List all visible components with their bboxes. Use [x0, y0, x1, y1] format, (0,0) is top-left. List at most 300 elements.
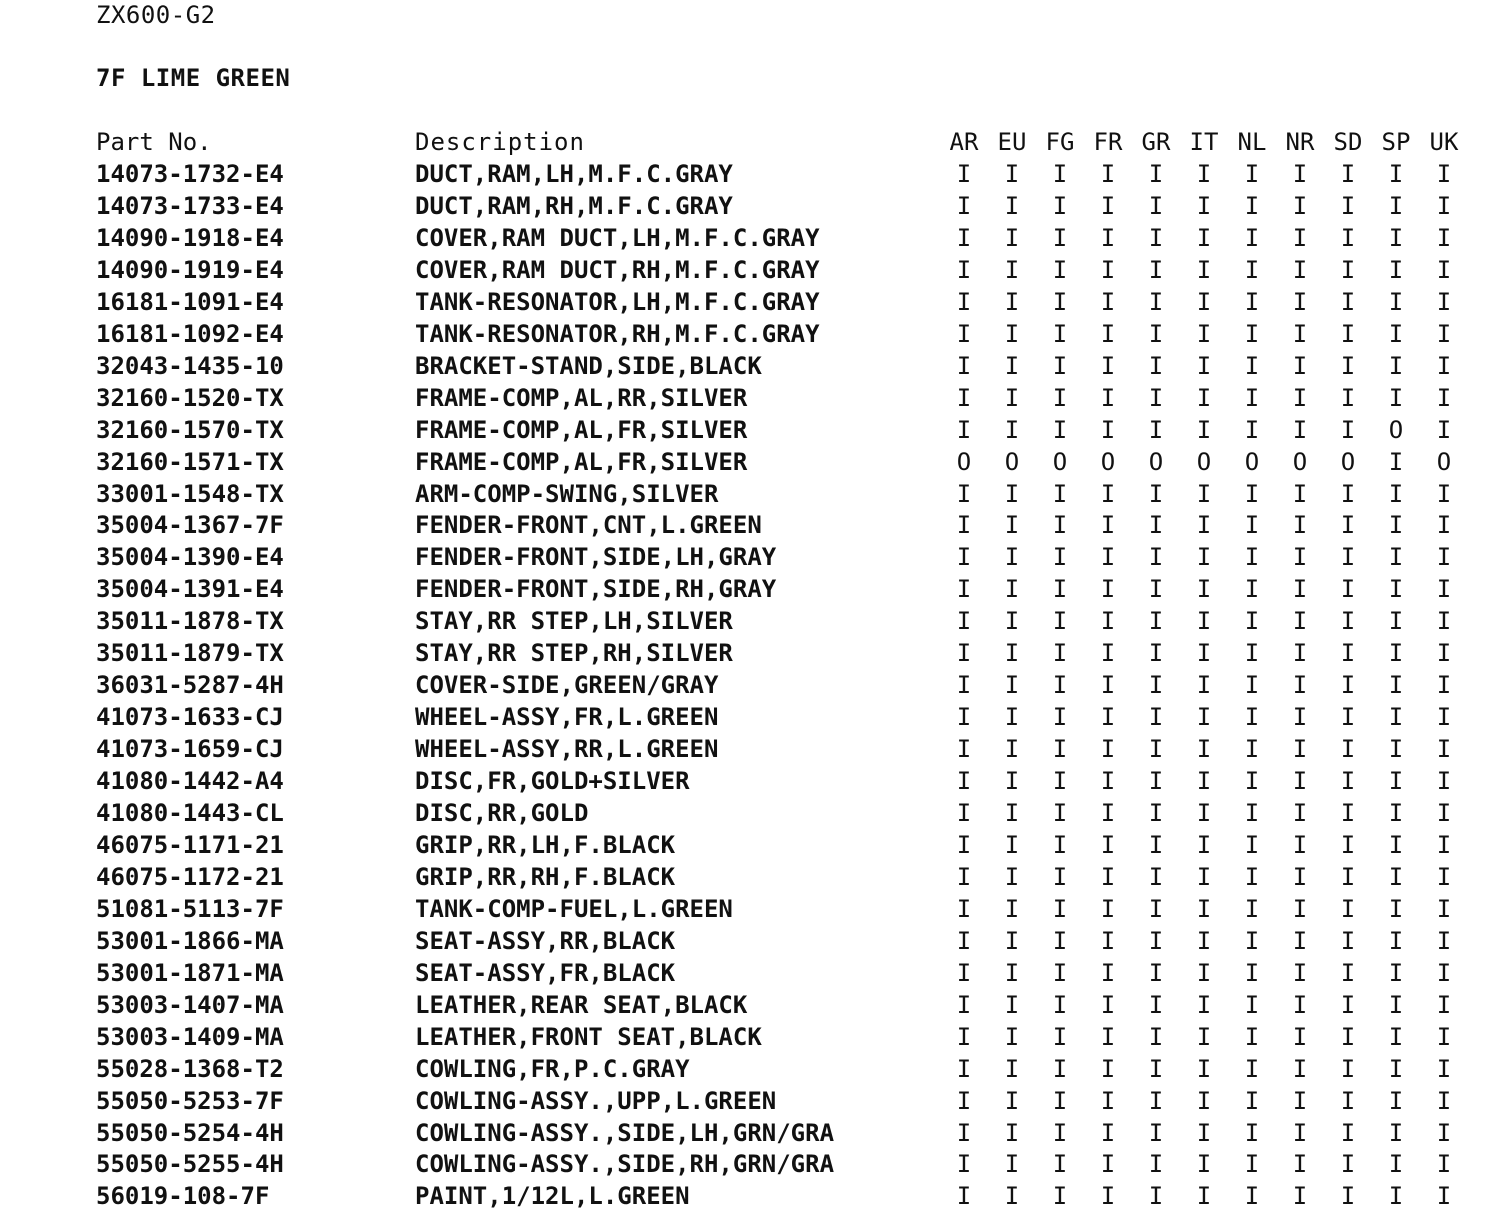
availability-flag: I — [1292, 894, 1308, 923]
availability-flag: I — [1388, 1182, 1404, 1211]
availability-flag: I — [1148, 383, 1164, 412]
availability-flag: I — [956, 255, 972, 284]
availability-flag: I — [1388, 223, 1404, 252]
table-row — [0, 542, 1500, 574]
part-description: DUCT,RAM,LH,M.F.C.GRAY — [415, 160, 733, 188]
part-description: TANK-RESONATOR,RH,M.F.C.GRAY — [415, 319, 820, 348]
availability-flag: I — [1436, 799, 1452, 827]
header-country-nl: NL — [1237, 128, 1267, 156]
availability-flag: I — [1388, 160, 1404, 188]
table-row — [0, 670, 1500, 702]
part-description: COVER,RAM DUCT,RH,M.F.C.GRAY — [415, 255, 820, 284]
availability-flag: I — [1340, 990, 1356, 1019]
table-row — [0, 159, 1500, 191]
availability-flag: I — [1244, 735, 1260, 764]
availability-flag: I — [1388, 351, 1404, 380]
table-row — [0, 734, 1500, 766]
availability-flag: I — [1004, 799, 1020, 827]
part-number: 53001-1866-MA — [96, 926, 284, 955]
availability-flag: I — [1052, 1054, 1068, 1083]
availability-flag: I — [1388, 926, 1404, 955]
availability-flag: I — [1340, 415, 1356, 444]
availability-flag: I — [1196, 1118, 1212, 1147]
header-country-ar: AR — [949, 128, 979, 156]
availability-flag: I — [1292, 639, 1308, 668]
part-number: 35004-1391-E4 — [96, 575, 284, 604]
availability-flag: I — [1436, 319, 1452, 348]
availability-flag: I — [1148, 1118, 1164, 1147]
color-name: 7F LIME GREEN — [96, 64, 291, 92]
availability-flag: I — [1196, 735, 1212, 764]
availability-flag: I — [1436, 767, 1452, 796]
availability-flag: I — [1292, 191, 1308, 220]
availability-flag: I — [1292, 415, 1308, 444]
table-row — [0, 255, 1500, 287]
header-country-sd: SD — [1333, 128, 1363, 156]
availability-flag: I — [1196, 767, 1212, 796]
availability-flag: I — [1244, 767, 1260, 796]
availability-flag: I — [1340, 1086, 1356, 1115]
availability-flag: I — [1292, 255, 1308, 284]
availability-flag: I — [1196, 671, 1212, 700]
part-number: 53003-1407-MA — [96, 990, 284, 1019]
availability-flag: I — [1100, 255, 1116, 284]
part-description: PAINT,1/12L,L.GREEN — [415, 1182, 690, 1211]
availability-flag: I — [1292, 671, 1308, 700]
availability-flag: I — [1388, 671, 1404, 700]
availability-flag: I — [1196, 1086, 1212, 1115]
availability-flag: I — [1004, 671, 1020, 700]
availability-flag: I — [1340, 223, 1356, 252]
availability-flag: I — [1292, 990, 1308, 1019]
availability-flag: I — [956, 926, 972, 955]
availability-flag: I — [1388, 511, 1404, 540]
availability-flag: I — [1196, 351, 1212, 380]
availability-flag: I — [956, 191, 972, 220]
availability-flag: I — [1148, 735, 1164, 764]
availability-flag: I — [1052, 958, 1068, 987]
part-number: 46075-1171-21 — [96, 830, 284, 859]
part-number: 33001-1548-TX — [96, 479, 284, 508]
availability-flag: I — [1292, 958, 1308, 987]
availability-flag: I — [956, 383, 972, 412]
availability-flag: I — [1148, 830, 1164, 859]
availability-flag: I — [1196, 223, 1212, 252]
part-description: COVER-SIDE,GREEN/GRAY — [415, 671, 719, 700]
part-description: DISC,FR,GOLD+SILVER — [415, 767, 690, 796]
part-number: 35004-1390-E4 — [96, 543, 284, 572]
availability-flag: I — [1148, 862, 1164, 891]
availability-flag: I — [1388, 703, 1404, 732]
part-description: TANK-COMP-FUEL,L.GREEN — [415, 894, 733, 923]
availability-flag: I — [1052, 607, 1068, 636]
availability-flag: I — [1100, 894, 1116, 923]
availability-flag: I — [1388, 447, 1404, 476]
availability-flag: I — [1388, 990, 1404, 1019]
availability-flag: I — [1292, 223, 1308, 252]
model-code: ZX600-G2 — [96, 1, 216, 29]
availability-flag: I — [1388, 862, 1404, 891]
availability-flag: I — [1052, 1150, 1068, 1179]
availability-flag: I — [1340, 1022, 1356, 1051]
part-description: GRIP,RR,LH,F.BLACK — [415, 830, 676, 859]
availability-flag: I — [1052, 575, 1068, 604]
table-row — [0, 319, 1500, 351]
availability-flag: I — [1148, 255, 1164, 284]
availability-flag: I — [1340, 191, 1356, 220]
availability-flag: I — [1196, 990, 1212, 1019]
availability-flag: I — [1004, 1022, 1020, 1051]
availability-flag: O — [956, 447, 972, 476]
part-description: DUCT,RAM,RH,M.F.C.GRAY — [415, 191, 733, 220]
availability-flag: I — [1052, 383, 1068, 412]
table-row — [0, 990, 1500, 1022]
availability-flag: I — [1052, 926, 1068, 955]
header-description: Description — [415, 128, 585, 156]
availability-flag: I — [1340, 958, 1356, 987]
availability-flag: I — [1100, 191, 1116, 220]
availability-flag: I — [1196, 287, 1212, 316]
part-number: 35011-1878-TX — [96, 607, 284, 636]
availability-flag: I — [1436, 351, 1452, 380]
availability-flag: I — [1436, 511, 1452, 540]
table-row — [0, 1118, 1500, 1150]
availability-flag: I — [1004, 1150, 1020, 1179]
availability-flag: I — [956, 958, 972, 987]
availability-flag: I — [1004, 926, 1020, 955]
part-number: 46075-1172-21 — [96, 862, 284, 891]
part-number: 36031-5287-4H — [96, 671, 284, 700]
availability-flag: I — [1148, 767, 1164, 796]
availability-flag: I — [1388, 767, 1404, 796]
availability-flag: I — [1052, 415, 1068, 444]
availability-flag: I — [1340, 1182, 1356, 1211]
availability-flag: I — [1100, 383, 1116, 412]
availability-flag: I — [1052, 671, 1068, 700]
part-number: 16181-1092-E4 — [96, 319, 284, 348]
availability-flag: I — [1244, 575, 1260, 604]
availability-flag: I — [1436, 1054, 1452, 1083]
availability-flag: I — [1196, 319, 1212, 348]
availability-flag: I — [1292, 767, 1308, 796]
availability-flag: I — [1100, 830, 1116, 859]
availability-flag: I — [1292, 1118, 1308, 1147]
availability-flag: I — [956, 1022, 972, 1051]
availability-flag: I — [1292, 1054, 1308, 1083]
availability-flag: I — [1340, 1150, 1356, 1179]
availability-flag: I — [1052, 894, 1068, 923]
table-row — [0, 862, 1500, 894]
availability-flag: I — [1148, 543, 1164, 572]
availability-flag: I — [956, 830, 972, 859]
availability-flag: I — [1292, 511, 1308, 540]
availability-flag: I — [956, 351, 972, 380]
part-number: 55050-5253-7F — [96, 1086, 284, 1115]
table-row — [0, 1181, 1500, 1213]
availability-flag: I — [1148, 1022, 1164, 1051]
availability-flag: I — [1004, 767, 1020, 796]
availability-flag: I — [1388, 1086, 1404, 1115]
header-part-no: Part No. — [96, 128, 212, 156]
availability-flag: I — [956, 575, 972, 604]
part-description: TANK-RESONATOR,LH,M.F.C.GRAY — [415, 287, 820, 316]
availability-flag: I — [1196, 1054, 1212, 1083]
availability-flag: I — [1052, 767, 1068, 796]
availability-flag: I — [1100, 1118, 1116, 1147]
availability-flag: O — [1148, 447, 1164, 476]
availability-flag: I — [1196, 415, 1212, 444]
part-number: 53003-1409-MA — [96, 1022, 284, 1051]
part-description: DISC,RR,GOLD — [415, 799, 589, 827]
availability-flag: I — [1292, 287, 1308, 316]
part-description: FRAME-COMP,AL,FR,SILVER — [415, 415, 748, 444]
availability-flag: I — [1100, 575, 1116, 604]
part-description: COVER,RAM DUCT,LH,M.F.C.GRAY — [415, 223, 820, 252]
availability-flag: I — [1004, 830, 1020, 859]
availability-flag: I — [1244, 671, 1260, 700]
availability-flag: I — [1004, 958, 1020, 987]
availability-flag: I — [1388, 543, 1404, 572]
availability-flag: I — [1148, 223, 1164, 252]
table-row — [0, 351, 1500, 383]
availability-flag: O — [1196, 447, 1212, 476]
part-number: 14090-1919-E4 — [96, 255, 284, 284]
availability-flag: I — [1196, 1182, 1212, 1211]
part-description: LEATHER,FRONT SEAT,BLACK — [415, 1022, 762, 1051]
availability-flag: I — [1100, 223, 1116, 252]
availability-flag: I — [1388, 575, 1404, 604]
availability-flag: I — [1004, 191, 1020, 220]
availability-flag: I — [1436, 575, 1452, 604]
availability-flag: I — [956, 607, 972, 636]
availability-flag: I — [1148, 958, 1164, 987]
availability-flag: I — [1148, 479, 1164, 508]
availability-flag: I — [1004, 703, 1020, 732]
availability-flag: I — [956, 1150, 972, 1179]
availability-flag: I — [1004, 479, 1020, 508]
availability-flag: I — [1244, 479, 1260, 508]
table-row — [0, 798, 1500, 830]
availability-flag: I — [1148, 894, 1164, 923]
availability-flag: I — [1004, 319, 1020, 348]
availability-flag: I — [1388, 383, 1404, 412]
availability-flag: I — [1244, 511, 1260, 540]
availability-flag: I — [1052, 639, 1068, 668]
availability-flag: I — [956, 990, 972, 1019]
part-description: COWLING-ASSY.,UPP,L.GREEN — [415, 1086, 777, 1115]
availability-flag: I — [1340, 511, 1356, 540]
availability-flag: I — [1340, 799, 1356, 827]
header-country-it: IT — [1189, 128, 1219, 156]
availability-flag: I — [1004, 415, 1020, 444]
availability-flag: I — [1292, 926, 1308, 955]
availability-flag: I — [1388, 894, 1404, 923]
availability-flag: I — [1292, 351, 1308, 380]
availability-flag: I — [1004, 639, 1020, 668]
availability-flag: I — [1340, 160, 1356, 188]
table-row — [0, 606, 1500, 638]
availability-flag: I — [1340, 703, 1356, 732]
availability-flag: I — [1196, 894, 1212, 923]
availability-flag: I — [1388, 639, 1404, 668]
availability-flag: I — [1340, 1054, 1356, 1083]
availability-flag: I — [1004, 862, 1020, 891]
availability-flag: I — [1148, 990, 1164, 1019]
availability-flag: I — [1148, 926, 1164, 955]
availability-flag: I — [1196, 383, 1212, 412]
availability-flag: I — [1100, 926, 1116, 955]
availability-flag: I — [1388, 958, 1404, 987]
availability-flag: I — [1388, 191, 1404, 220]
part-number: 53001-1871-MA — [96, 958, 284, 987]
part-description: WHEEL-ASSY,FR,L.GREEN — [415, 703, 719, 732]
availability-flag: I — [1436, 926, 1452, 955]
availability-flag: I — [1436, 1150, 1452, 1179]
availability-flag: I — [1004, 223, 1020, 252]
availability-flag: I — [956, 319, 972, 348]
part-description: FENDER-FRONT,SIDE,RH,GRAY — [415, 575, 777, 604]
availability-flag: I — [1052, 511, 1068, 540]
availability-flag: I — [1148, 1054, 1164, 1083]
availability-flag: I — [1292, 160, 1308, 188]
availability-flag: I — [1196, 511, 1212, 540]
availability-flag: I — [1292, 830, 1308, 859]
availability-flag: I — [1340, 351, 1356, 380]
availability-flag: I — [1340, 607, 1356, 636]
part-number: 16181-1091-E4 — [96, 287, 284, 316]
availability-flag: I — [1196, 703, 1212, 732]
part-number: 32160-1520-TX — [96, 383, 284, 412]
availability-flag: I — [1244, 1118, 1260, 1147]
availability-flag: I — [1292, 543, 1308, 572]
availability-flag: I — [1436, 191, 1452, 220]
part-number: 32160-1571-TX — [96, 447, 284, 476]
part-number: 41073-1633-CJ — [96, 703, 284, 732]
availability-flag: I — [1292, 1022, 1308, 1051]
availability-flag: O — [1340, 447, 1356, 476]
availability-flag: I — [1292, 799, 1308, 827]
availability-flag: I — [1052, 160, 1068, 188]
availability-flag: I — [1052, 223, 1068, 252]
availability-flag: I — [1100, 639, 1116, 668]
part-number: 55050-5255-4H — [96, 1150, 284, 1179]
availability-flag: I — [1292, 479, 1308, 508]
availability-flag: I — [1052, 1118, 1068, 1147]
part-number: 32043-1435-10 — [96, 351, 284, 380]
availability-flag: I — [956, 703, 972, 732]
availability-flag: I — [1436, 990, 1452, 1019]
availability-flag: I — [1436, 607, 1452, 636]
part-number: 55050-5254-4H — [96, 1118, 284, 1147]
availability-flag: I — [1196, 479, 1212, 508]
availability-flag: I — [1292, 575, 1308, 604]
availability-flag: I — [1388, 1150, 1404, 1179]
availability-flag: I — [1244, 799, 1260, 827]
availability-flag: I — [1100, 479, 1116, 508]
part-number: 41080-1443-CL — [96, 799, 284, 827]
availability-flag: I — [1436, 287, 1452, 316]
availability-flag: O — [1004, 447, 1020, 476]
availability-flag: I — [956, 1086, 972, 1115]
availability-flag: I — [1004, 735, 1020, 764]
availability-flag: I — [1340, 671, 1356, 700]
availability-flag: I — [1244, 862, 1260, 891]
header-country-uk: UK — [1429, 128, 1459, 156]
part-description: STAY,RR STEP,LH,SILVER — [415, 607, 733, 636]
part-description: FENDER-FRONT,SIDE,LH,GRAY — [415, 543, 777, 572]
availability-flag: I — [1244, 990, 1260, 1019]
availability-flag: O — [1052, 447, 1068, 476]
availability-flag: I — [1388, 799, 1404, 827]
availability-flag: I — [1196, 958, 1212, 987]
header-country-gr: GR — [1141, 128, 1171, 156]
availability-flag: I — [1436, 735, 1452, 764]
availability-flag: I — [1052, 351, 1068, 380]
availability-flag: I — [1148, 799, 1164, 827]
availability-flag: I — [1292, 862, 1308, 891]
table-row — [0, 1086, 1500, 1118]
availability-flag: I — [1244, 1086, 1260, 1115]
part-number: 35011-1879-TX — [96, 639, 284, 668]
availability-flag: I — [1148, 1086, 1164, 1115]
availability-flag: I — [1340, 255, 1356, 284]
part-description: COWLING-ASSY.,SIDE,LH,GRN/GRA — [415, 1118, 835, 1147]
part-description: ARM-COMP-SWING,SILVER — [415, 479, 719, 508]
availability-flag: I — [1196, 575, 1212, 604]
availability-flag: I — [1340, 287, 1356, 316]
table-row — [0, 574, 1500, 606]
availability-flag: I — [1244, 830, 1260, 859]
availability-flag: I — [1436, 479, 1452, 508]
availability-flag: I — [1100, 671, 1116, 700]
availability-flag: I — [1436, 223, 1452, 252]
availability-flag: I — [1052, 862, 1068, 891]
part-number: 35004-1367-7F — [96, 511, 284, 540]
availability-flag: I — [1340, 319, 1356, 348]
part-description: SEAT-ASSY,RR,BLACK — [415, 926, 676, 955]
availability-flag: I — [1340, 1118, 1356, 1147]
table-row — [0, 383, 1500, 415]
availability-flag: I — [1052, 543, 1068, 572]
availability-flag: I — [1388, 479, 1404, 508]
availability-flag: I — [1244, 191, 1260, 220]
availability-flag: I — [1196, 255, 1212, 284]
availability-flag: I — [1100, 767, 1116, 796]
availability-flag: I — [1100, 511, 1116, 540]
availability-flag: I — [956, 639, 972, 668]
availability-flag: I — [1292, 1182, 1308, 1211]
part-number: 55028-1368-T2 — [96, 1054, 284, 1083]
availability-flag: I — [1244, 223, 1260, 252]
availability-flag: I — [1148, 671, 1164, 700]
availability-flag: I — [1148, 607, 1164, 636]
availability-flag: I — [1436, 671, 1452, 700]
availability-flag: I — [956, 1054, 972, 1083]
availability-flag: I — [1388, 287, 1404, 316]
availability-flag: I — [1340, 383, 1356, 412]
availability-flag: I — [1148, 319, 1164, 348]
availability-flag: I — [1100, 319, 1116, 348]
availability-flag: I — [1244, 703, 1260, 732]
availability-flag: O — [1244, 447, 1260, 476]
availability-flag: I — [1340, 767, 1356, 796]
availability-flag: I — [1340, 735, 1356, 764]
availability-flag: I — [1052, 1182, 1068, 1211]
part-description: GRIP,RR,RH,F.BLACK — [415, 862, 676, 891]
part-number: 14073-1733-E4 — [96, 191, 284, 220]
header-country-eu: EU — [997, 128, 1027, 156]
availability-flag: I — [1196, 607, 1212, 636]
